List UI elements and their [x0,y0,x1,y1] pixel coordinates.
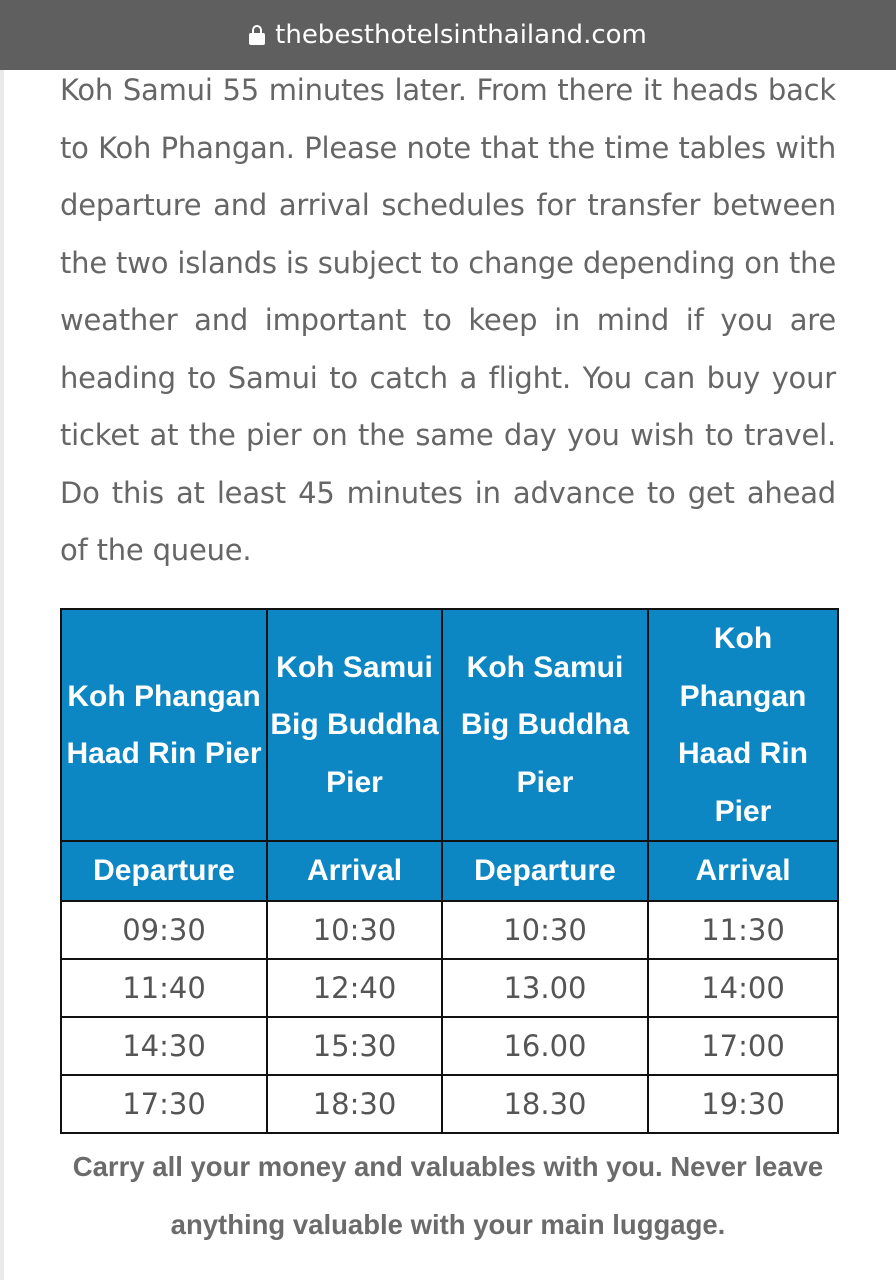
timetable-header-row [61,609,838,841]
url-text[interactable]: thebesthotelsinthailand.com [275,20,647,50]
luggage-note: Carry all your money and valuables with you. Never leave anything valuable with your main luggage. [72,1151,824,1240]
header-pier-2: Koh Samui Big Buddha Pier [267,609,442,841]
table-cell: 17:00 [648,1017,838,1075]
browser-url-bar[interactable] [0,0,896,70]
header-pier-3: Koh Samui Big Buddha Pier [442,609,648,841]
table-cell: 14:30 [61,1017,267,1075]
page-edge-divider [0,70,4,1280]
ferry-timetable [60,608,839,1134]
table-cell: 18.30 [442,1075,648,1133]
table-row [61,1075,838,1133]
table-cell: 09:30 [61,901,267,959]
header-type-1: Departure [61,841,267,901]
table-cell: 19:30 [648,1075,838,1133]
lock-icon [249,25,265,45]
table-row [61,959,838,1017]
table-cell: 10:30 [267,901,442,959]
table-row [61,901,838,959]
table-cell: 17:30 [61,1075,267,1133]
table-cell: 15:30 [267,1017,442,1075]
table-cell: 14:00 [648,959,838,1017]
table-cell: 11:30 [648,901,838,959]
table-cell: 16.00 [442,1017,648,1075]
header-pier-1: Koh Phangan Haad Rin Pier [61,609,267,841]
header-pier-4: Koh Phangan Haad Rin Pier [648,609,838,841]
table-row [61,1017,838,1075]
table-cell: 18:30 [267,1075,442,1133]
table-cell: 12:40 [267,959,442,1017]
table-cell: 13.00 [442,959,648,1017]
header-type-2: Arrival [267,841,442,901]
table-cell: 11:40 [61,959,267,1017]
url-display[interactable] [249,20,647,50]
table-cell: 10:30 [442,901,648,959]
timetable-subheader-row [61,841,838,901]
header-type-3: Departure [442,841,648,901]
header-type-4: Arrival [648,841,838,901]
article-paragraph: Koh Samui 55 minutes later. From there it heads back to Koh Phangan. Please note that the time tables with departure and arrival schedules for transfer between the two islands is subject to change depending on the weather and important to keep in mind if you are heading to Samui to catch a flight. You can buy your ticket at the pier on the same day you wish to travel. Do this at least 45 minutes in advance to get ahead of the queue. [60,73,836,567]
